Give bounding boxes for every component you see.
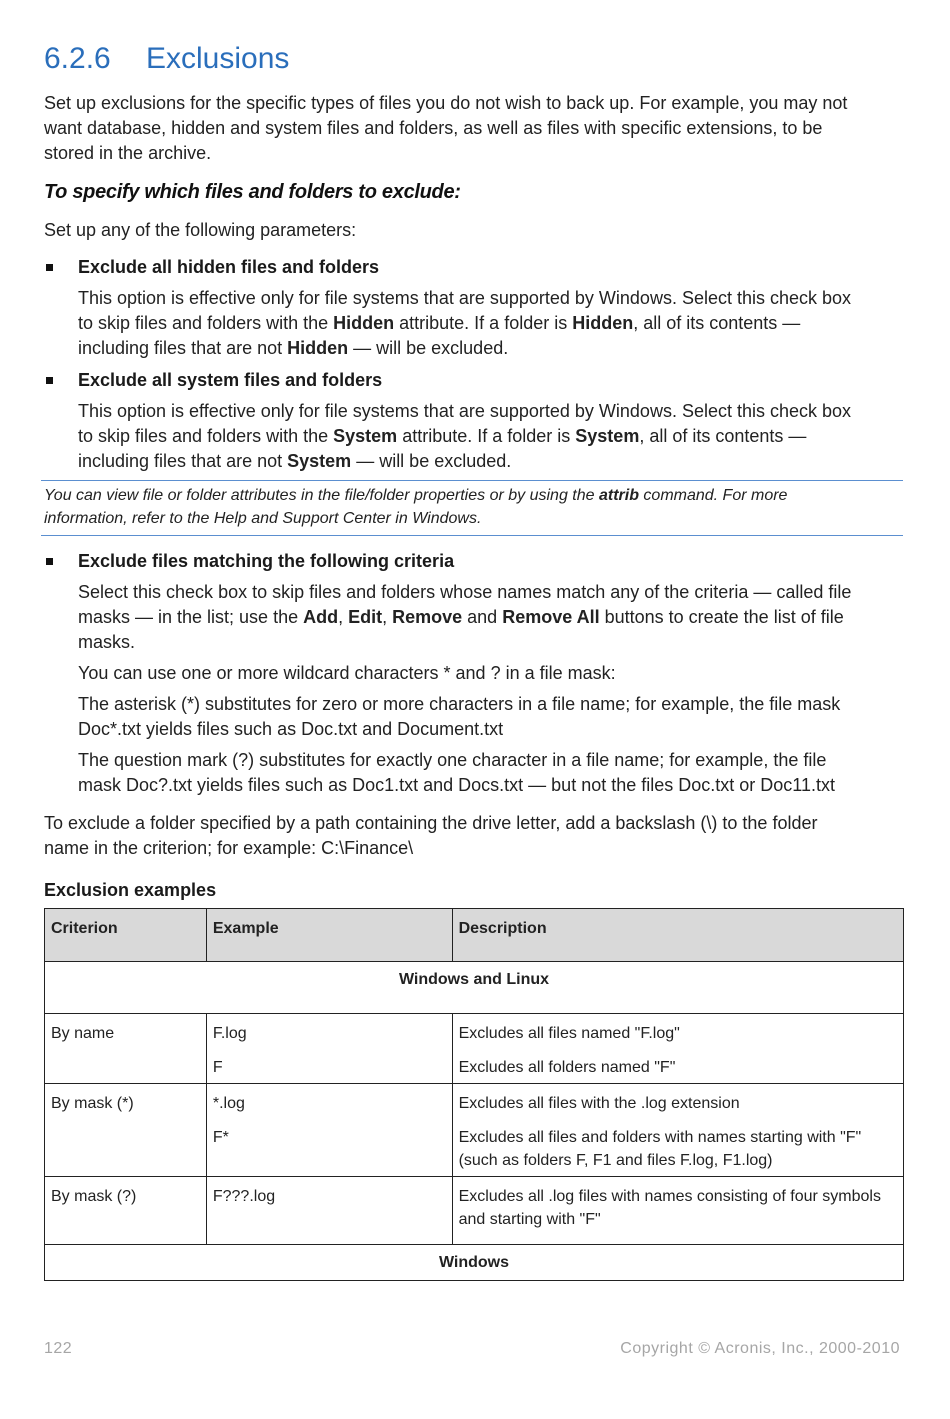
text-line: Doc*.txt yields files such as Doc.txt and Document.txt — [78, 719, 504, 739]
system-description — [78, 399, 906, 474]
intro-paragraph — [44, 91, 906, 166]
examples-heading: Exclusion examples — [44, 880, 217, 900]
procedure-title: To specify which files and folders to exclude: — [44, 181, 461, 203]
text-line: The asterisk (*) substitutes for zero or more characters in a file name; for example, the file mask — [78, 694, 841, 714]
text-line: including files that are not System — will be excluded. — [78, 451, 512, 471]
question-mark-text — [78, 748, 906, 798]
intro-line: Set up exclusions for the specific types of files you do not wish to back up. For example, you may not — [44, 93, 848, 113]
table-row — [45, 1084, 904, 1177]
header-criterion: Criterion — [45, 909, 207, 962]
text-line: masks. — [78, 632, 136, 652]
group-windows-linux: Windows and Linux — [45, 962, 904, 1014]
text-line: to skip files and folders with the System attribute. If a folder is System, all of its contents — — [78, 426, 807, 446]
asterisk-text — [78, 692, 906, 742]
table-row — [45, 1177, 904, 1245]
text-line: including files that are not Hidden — will be excluded. — [78, 338, 509, 358]
page-number: 122 — [44, 1340, 73, 1357]
table-group-row — [45, 962, 904, 1014]
text-line: To exclude a folder specified by a path containing the drive letter, add a backslash (\) to the folder — [44, 813, 818, 833]
header-example: Example — [206, 909, 452, 962]
bullet-title-system: Exclude all system files and folders — [78, 370, 383, 390]
folder-note — [44, 811, 906, 861]
text-line: name in the criterion; for example: C:\Finance\ — [44, 838, 414, 858]
cell-example: F???.log — [206, 1177, 452, 1245]
bullet-marker — [46, 264, 53, 271]
note-line: information, refer to the Help and Support Center in Windows. — [44, 510, 482, 527]
cell-criterion: By mask (?) — [45, 1177, 207, 1245]
section-number: 6.2.6 — [44, 42, 111, 75]
setup-text: Set up any of the following parameters: — [44, 220, 357, 240]
cell-description: Excludes all files with the .log extension Excludes all files and folders with names starting with "F" (such as folders F, F1 and files F.log, F1.log) — [452, 1084, 903, 1177]
header-description: Description — [452, 909, 903, 962]
text-line: masks — in the list; use the Add, Edit, Remove and Remove All buttons to create the list of file — [78, 607, 844, 627]
section-heading — [44, 42, 289, 76]
intro-line: want database, hidden and system files and folders, as well as files with specific extensions, to be — [44, 118, 823, 138]
note-box — [41, 480, 903, 536]
exclusion-examples-table — [44, 908, 904, 1281]
note-line: You can view file or folder attributes in the file/folder properties or by using the attrib command. For more — [44, 487, 788, 504]
text-line: This option is effective only for file systems that are supported by Windows. Select this check box — [78, 401, 852, 421]
copyright-text: Copyright © Acronis, Inc., 2000-2010 — [620, 1340, 900, 1357]
text-line: The question mark (?) substitutes for exactly one character in a file name; for example, the file — [78, 750, 827, 770]
text-line: to skip files and folders with the Hidden attribute. If a folder is Hidden, all of its contents — — [78, 313, 801, 333]
hidden-description — [78, 286, 906, 361]
bullet-title-hidden: Exclude all hidden files and folders — [78, 257, 380, 277]
criteria-description — [78, 580, 906, 655]
cell-criterion: By name — [45, 1014, 207, 1084]
wildcard-text: You can use one or more wildcard characters * and ? in a file mask: — [78, 663, 616, 683]
cell-example: *.log F* — [206, 1084, 452, 1177]
text-line: This option is effective only for file systems that are supported by Windows. Select this check box — [78, 288, 852, 308]
intro-line: stored in the archive. — [44, 143, 212, 163]
table-group-row — [45, 1245, 904, 1281]
section-title: Exclusions — [146, 42, 290, 75]
cell-description: Excludes all .log files with names consisting of four symbols and starting with "F" — [452, 1177, 903, 1245]
bullet-title-criteria: Exclude files matching the following criteria — [78, 551, 455, 571]
group-windows: Windows — [45, 1245, 904, 1281]
text-line: mask Doc?.txt yields files such as Doc1.txt and Docs.txt — but not the files Doc.txt or Doc11.txt — [78, 775, 835, 795]
bullet-marker — [46, 558, 53, 565]
table-header-row — [45, 909, 904, 962]
cell-description: Excludes all files named "F.log" Excludes all folders named "F" — [452, 1014, 903, 1084]
table-row — [45, 1014, 904, 1084]
text-line: Select this check box to skip files and folders whose names match any of the criteria — called file — [78, 582, 852, 602]
bullet-marker — [46, 377, 53, 384]
cell-example: F.log F — [206, 1014, 452, 1084]
cell-criterion: By mask (*) — [45, 1084, 207, 1177]
